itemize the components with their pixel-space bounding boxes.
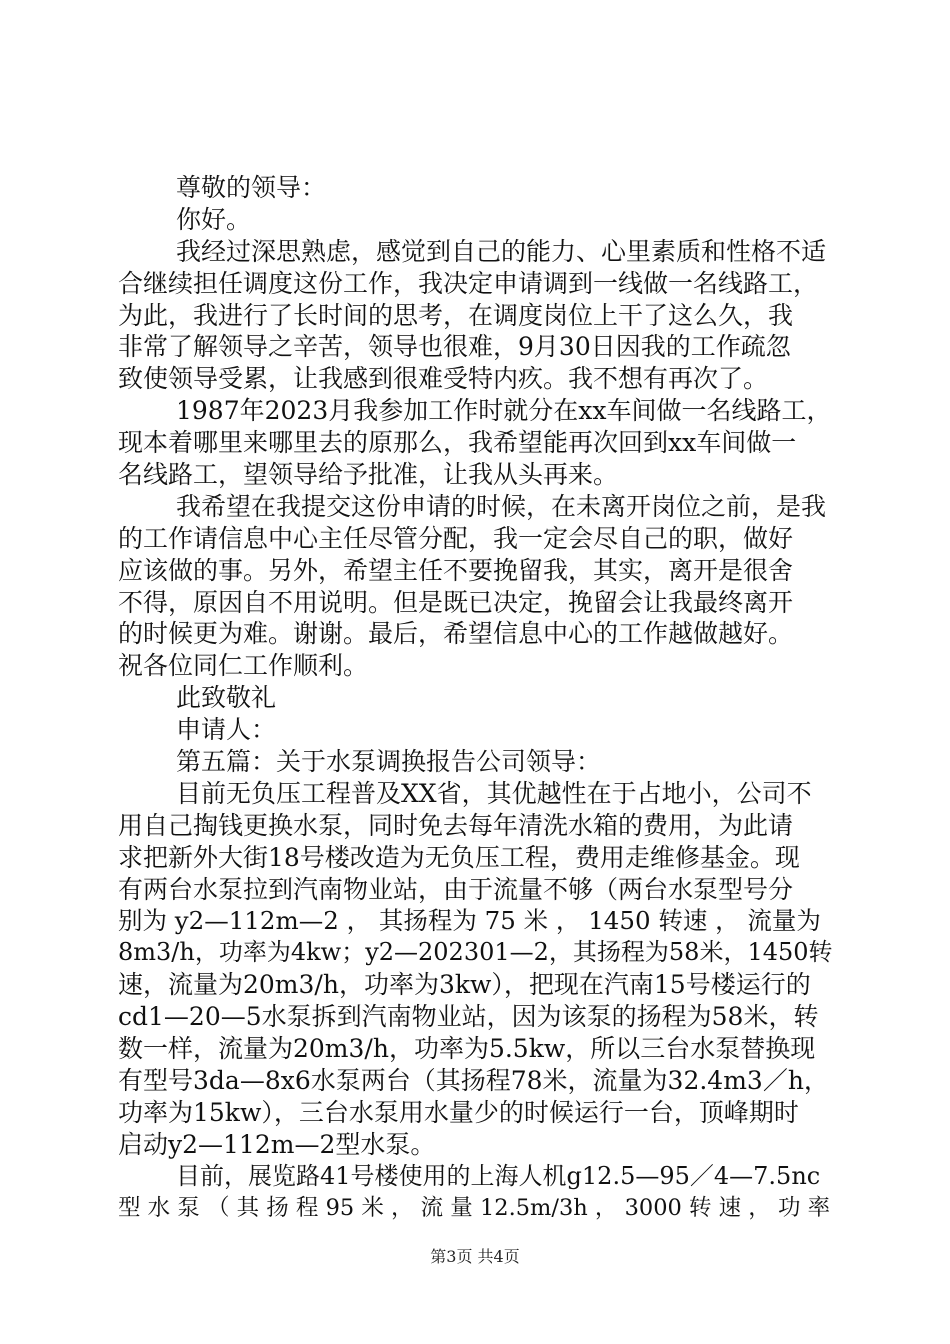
text-line: 目前无负压工程普及XX省，其优越性在于占地小，公司不 [176, 778, 812, 808]
text-line: 合继续担任调度这份工作，我决定申请调到一线做一名线路工， [118, 268, 819, 298]
text-line: 为此，我进行了长时间的思考，在调度岗位上干了这么久，我 [118, 300, 794, 330]
text-line: 目前，展览路41号楼使用的上海人机g12.5—95／4—7.5nc [176, 1161, 821, 1190]
text-line: 应该做的事。另外，希望主任不要挽留我，其实，离开是很舍 [118, 555, 794, 585]
document-body [118, 172, 832, 1224]
text-line: 名线路工，望领导给予批准，让我从头再来。 [118, 460, 619, 490]
text-line: 8m3/h，功率为4kw；y2—202301—2，其扬程为58米，1450转 [118, 938, 833, 967]
text-line: 祝各位同仁工作顺利。 [118, 651, 369, 681]
text-line: 现本着哪里来哪里去的原那么，我希望能再次回到xx车间做一 [118, 428, 797, 458]
text-line: 第五篇：关于水泵调换报告公司领导： [176, 747, 602, 777]
text-line: 申请人： [176, 715, 277, 745]
text-line: 此致敬礼 [176, 683, 277, 713]
text-line: cd1—20—5水泵拆到汽南物业站，因为该泵的扬程为58米，转 [118, 1002, 819, 1032]
text-line: 启动y2—112m—2型水泵。 [118, 1129, 436, 1159]
text-line: 别为 y2—112m—2 ， 其扬程为 75 米 ， 1450 转速 ， 流量为 [118, 906, 821, 936]
text-line: 有两台水泵拉到汽南物业站，由于流量不够（两台水泵型号分 [118, 874, 794, 904]
text-line: 1987年2023月我参加工作时就分在xx车间做一名线路工， [176, 396, 832, 426]
text-line: 的工作请信息中心主任尽管分配，我一定会尽自己的职，做好 [118, 523, 794, 553]
page-footer: 第3页 共4页 [430, 1247, 520, 1266]
text-line: 致使领导受累，让我感到很难受特内疚。我不想有再次了。 [118, 364, 769, 394]
text-line: 尊敬的领导： [176, 173, 327, 202]
text-line: 用自己掏钱更换水泵，同时免去每年清洗水箱的费用，为此请 [118, 810, 794, 840]
text-line: 有型号3da—8x6水泵两台（其扬程78米，流量为32.4m3／h， [118, 1065, 829, 1095]
text-line: 求把新外大街18号楼改造为无负压工程，费用走维修基金。现 [118, 842, 800, 872]
text-line: 型 水 泵 （ 其 扬 程 95 米 ， 流 量 12.5m/3h ， 3000 转 速 ， 功 率 [118, 1194, 831, 1221]
text-line: 我经过深思熟虑，感觉到自己的能力、心里素质和性格不适 [176, 236, 827, 266]
text-line: 不得，原因自不用说明。但是既已决定，挽留会让我最终离开 [118, 587, 794, 617]
text-line: 我希望在我提交这份申请的时候，在未离开岗位之前，是我 [176, 491, 827, 521]
text-line: 功率为15kw），三台水泵用水量少的时候运行一台，顶峰期时 [118, 1097, 799, 1127]
text-line: 速，流量为20m3/h，功率为3kw），把现在汽南15号楼运行的 [118, 970, 811, 1000]
text-line: 数一样，流量为20m3/h，功率为5.5kw，所以三台水泵替换现 [118, 1034, 816, 1064]
text-line: 你好。 [176, 204, 252, 234]
text-line: 的时候更为难。谢谢。最后，希望信息中心的工作越做越好。 [118, 619, 794, 649]
text-line: 非常了解领导之辛苦，领导也很难，9月30日因我的工作疏忽 [118, 332, 791, 362]
